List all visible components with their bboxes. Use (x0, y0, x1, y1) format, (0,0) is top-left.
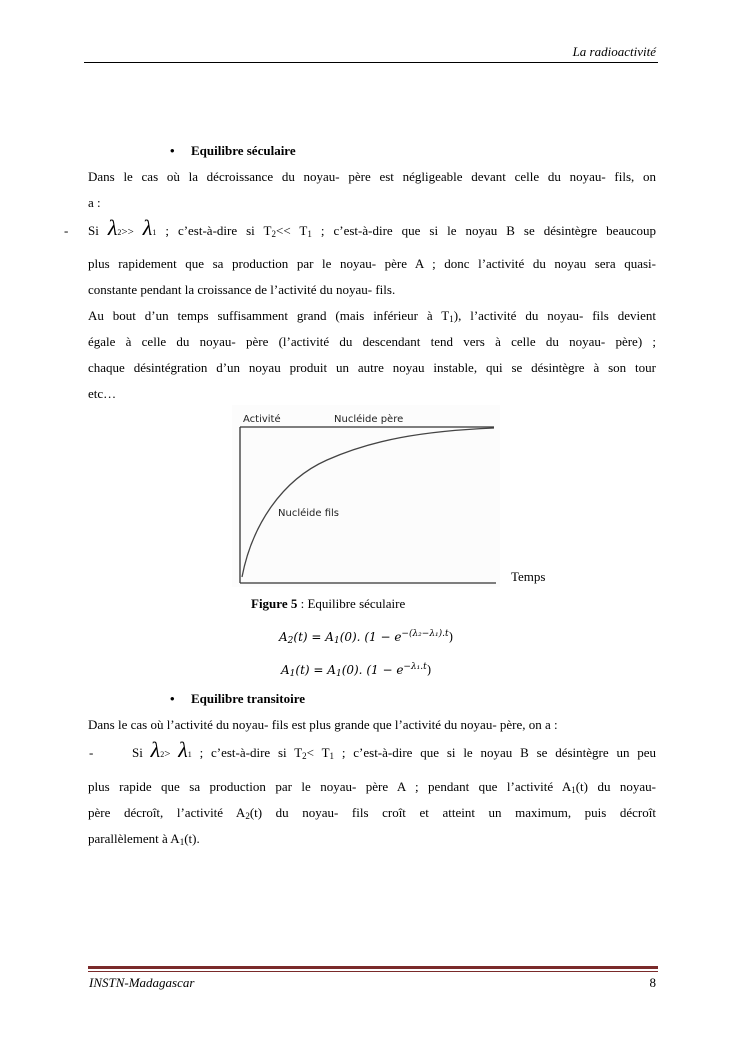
heading-text: Equilibre transitoire (191, 691, 305, 706)
list-dash: - (64, 223, 69, 238)
paragraph-line: etc… (88, 386, 117, 401)
lambda-symbol: λ2 (150, 737, 165, 762)
bullet-icon: • (170, 691, 175, 706)
footer-institution: INSTN-Madagascar (89, 975, 195, 990)
paragraph-line: égale à celle du noyau- père (l’activité du descendant tend vers à celle du noyau- père) ; (88, 334, 656, 349)
paragraph-line: Au bout d’un temps suffisamment grand (mais inférieur à $T_1$), l’activité du noyau- fils devient (88, 308, 656, 324)
daughter-curve-label: Nucléide fils (278, 508, 339, 519)
running-header-title: La radioactivité (572, 44, 656, 59)
paragraph-line: parallèlement à $A_1(t)$. (88, 831, 200, 847)
equation-a1: $A_1(t) = A_1(0)$. $(1 - e^{-\lambda_1.t})$ (281, 662, 432, 679)
section-heading-transient (170, 691, 305, 707)
parent-curve-label: Nucléide père (334, 414, 404, 425)
paragraph-line: constante pendant la croissance de l’activité du noyau- fils. (88, 282, 396, 297)
axis-y-label: Activité (243, 414, 281, 425)
list-dash: - (89, 745, 94, 760)
bullet-icon: • (170, 143, 175, 158)
header-rule (84, 62, 658, 63)
paragraph-line: plus rapidement que sa production par le noyau- père A ; donc l’activité du noyau sera quasi- (88, 256, 656, 271)
footer-rule (88, 966, 658, 969)
paragraph-line: a : (88, 195, 101, 210)
heading-text: Equilibre séculaire (191, 143, 296, 158)
figure-background (232, 405, 500, 587)
paragraph-line: Dans le cas où l’activité du noyau- fils est plus grande que l’activité du noyau- père, on a : (88, 717, 558, 732)
axis-x-label: Temps (511, 569, 546, 584)
figure-caption: Figure 5 : Equilibre séculaire (251, 596, 406, 611)
section-heading-secular (170, 143, 296, 159)
page-number: 8 (649, 975, 656, 990)
lambda-symbol: λ1 (142, 215, 157, 240)
paragraph-line: plus rapide que sa production par le noyau- père A ; pendant que l’activité $A_1(t)$ du noyau- (88, 779, 656, 795)
paragraph-line: Dans le cas où la décroissance du noyau- père est négligeable devant celle du noyau- fils, on (88, 169, 656, 184)
secular-equilibrium-figure (232, 405, 500, 587)
equation-a2: $A_2(t) = A_1(0)$. $(1 - e^{-(\lambda_2-\lambda_1).t})$ (279, 629, 454, 646)
condition-line-transient: Si λ2> λ1 ; c’est-à-dire si $T_2< T_1$ ; c’est-à-dire que si le noyau B se désintègre un peu (132, 737, 657, 762)
paragraph-line: père décroît, l’activité $A_2(t)$ du noyau- fils croît et atteint un maximum, puis décroît (88, 805, 656, 821)
figure-label: Figure 5 (251, 596, 298, 611)
condition-line-secular: Si λ2>> λ1 ; c’est-à-dire si $T_2<< T_1$ ; c’est-à-dire que si le noyau B se désintègre beaucoup (88, 215, 656, 240)
footer-rule-thin (88, 971, 658, 972)
lambda-symbol: λ2 (107, 215, 122, 240)
lambda-symbol: λ1 (178, 737, 192, 762)
paragraph-line: chaque désintégration d’un noyau produit un autre noyau instable, qui se désintègre à son tour (88, 360, 656, 375)
